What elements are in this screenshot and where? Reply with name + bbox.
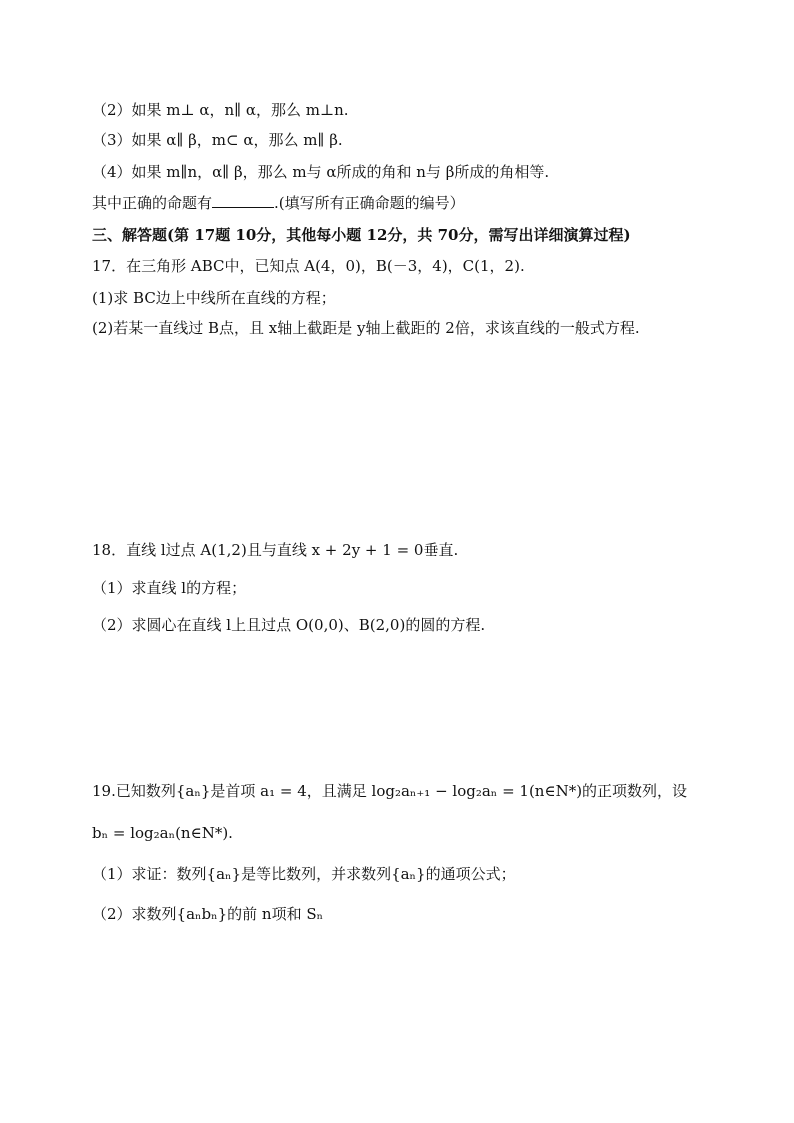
q16-item-3: （3）如果 α∥ β，m⊂ α，那么 m∥ β. <box>92 131 343 149</box>
q19-stem-line-2: bₙ = log₂aₙ(n∈N*). <box>92 824 233 842</box>
section-heading: 三、解答题(第 17题 10分，其他每小题 12分，共 70分，需写出详细演算过程) <box>92 226 631 244</box>
q16-item-2: （2）如果 m⊥ α，n∥ α，那么 m⊥n. <box>92 101 349 119</box>
q16-ask <box>92 193 465 213</box>
q17-stem: 17．在三角形 ABC中，已知点 A(4，0)，B(－3，4)，C(1，2). <box>92 257 525 275</box>
q19-part-2: （2）求数列{aₙbₙ}的前 n项和 Sₙ <box>92 905 324 923</box>
q16-item-4: （4）如果 m∥n，α∥ β，那么 m与 α所成的角和 n与 β所成的角相等. <box>92 163 550 181</box>
q19-stem-line-1: 19.已知数列{aₙ}是首项 a₁ = 4，且满足 log₂aₙ₊₁ − log₂aₙ = 1(n∈N*)的正项数列，设 <box>92 782 688 800</box>
q16-ask-post: .(填写所有正确命题的编号） <box>274 194 465 212</box>
answer-blank[interactable] <box>212 193 274 208</box>
q17-part-1: (1)求 BC边上中线所在直线的方程； <box>92 289 336 307</box>
q19-part-1: （1）求证：数列{aₙ}是等比数列，并求数列{aₙ}的通项公式； <box>92 865 516 883</box>
q18-part-2: （2）求圆心在直线 l上且过点 O(0,0)、B(2,0)的圆的方程. <box>92 616 486 634</box>
q18-part-1: （1）求直线 l的方程； <box>92 579 247 597</box>
q18-stem: 18．直线 l过点 A(1,2)且与直线 x + 2y + 1 = 0垂直. <box>92 541 459 559</box>
q16-ask-pre: 其中正确的命题有 <box>92 194 213 212</box>
q17-part-2: (2)若某一直线过 B点，且 x轴上截距是 y轴上截距的 2倍，求该直线的一般式方程. <box>92 319 640 337</box>
